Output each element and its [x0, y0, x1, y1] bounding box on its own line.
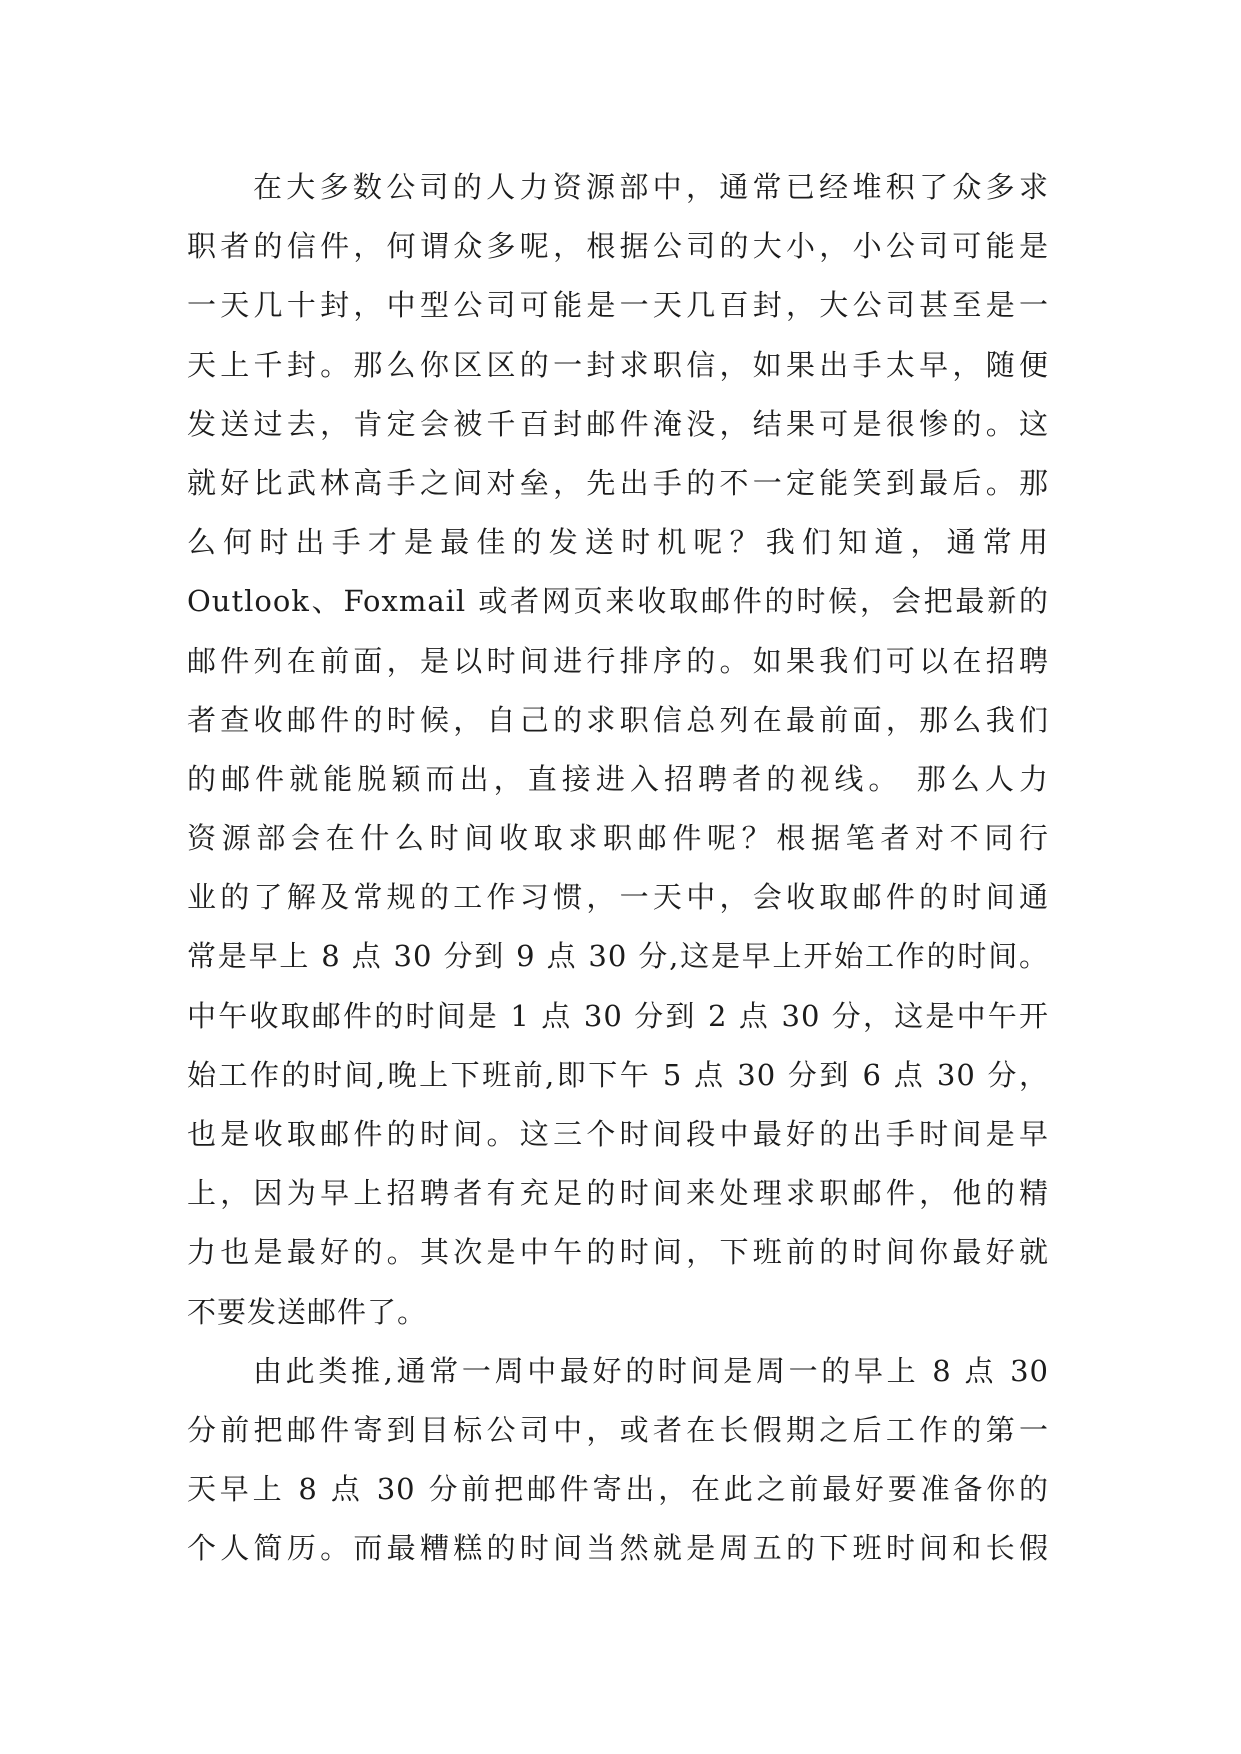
paragraph-1-line: 者查收邮件的时候，自己的求职信总列在最前面，那么我们 — [187, 702, 1049, 737]
paragraph-2-line: 分前把邮件寄到目标公司中，或者在长假期之后工作的第一 — [187, 1412, 1049, 1447]
paragraph-2-line: 天早上 8 点 30 分前把邮件寄出，在此之前最好要准备你的 — [187, 1472, 1049, 1507]
paragraph-1-line: 资源部会在什么时间收取求职邮件呢？根据笔者对不同行 — [187, 821, 1049, 856]
body-text — [187, 158, 1049, 1579]
paragraph-2-line: 个人简历。而最糟糕的时间当然就是周五的下班时间和长假 — [187, 1531, 1049, 1566]
paragraph-1-line: 天上千封。那么你区区的一封求职信，如果出手太早，随便 — [187, 347, 1049, 382]
paragraph-1-line: 职者的信件，何谓众多呢，根据公司的大小，小公司可能是 — [187, 229, 1049, 264]
paragraph-1-line: 常是早上 8 点 30 分到 9 点 30 分,这是早上开始工作的时间。 — [187, 939, 1049, 974]
paragraph-1-line: 在大多数公司的人力资源部中，通常已经堆积了众多求 — [253, 170, 1049, 204]
paragraph-2-line: 由此类推,通常一周中最好的时间是周一的早上 8 点 30 — [253, 1353, 1049, 1388]
paragraph-1-line: 中午收取邮件的时间是 1 点 30 分到 2 点 30 分，这是中午开 — [187, 998, 1049, 1033]
paragraph-1-line: 的邮件就能脱颖而出，直接进入招聘者的视线。 那么人力 — [187, 761, 1049, 796]
paragraph-1-line: 邮件列在前面，是以时间进行排序的。如果我们可以在招聘 — [187, 643, 1049, 678]
paragraph-1-line: 就好比武林高手之间对垒，先出手的不一定能笑到最后。那 — [187, 465, 1049, 500]
paragraph-1-line: Outlook、Foxmail 或者网页来收取邮件的时候，会把最新的 — [187, 584, 1049, 619]
paragraph-1-line: 一天几十封，中型公司可能是一天几百封，大公司甚至是一 — [187, 288, 1049, 323]
paragraph-1-line: 发送过去，肯定会被千百封邮件淹没，结果可是很惨的。这 — [187, 406, 1049, 441]
paragraph-1-line: 么何时出手才是最佳的发送时机呢？我们知道，通常用 — [187, 525, 1049, 560]
paragraph-1-line: 也是收取邮件的时间。这三个时间段中最好的出手时间是早 — [187, 1117, 1049, 1151]
paragraph-1-line: 业的了解及常规的工作习惯，一天中，会收取邮件的时间通 — [187, 880, 1049, 915]
paragraph-1-line: 始工作的时间,晚上下班前,即下午 5 点 30 分到 6 点 30 分， — [187, 1057, 1049, 1092]
paragraph-1-line: 不要发送邮件了。 — [187, 1294, 428, 1329]
paragraph-1-line: 上，因为早上招聘者有充足的时间来处理求职邮件，他的精 — [187, 1176, 1049, 1211]
paragraph-1-line: 力也是最好的。其次是中午的时间，下班前的时间你最好就 — [187, 1235, 1049, 1270]
